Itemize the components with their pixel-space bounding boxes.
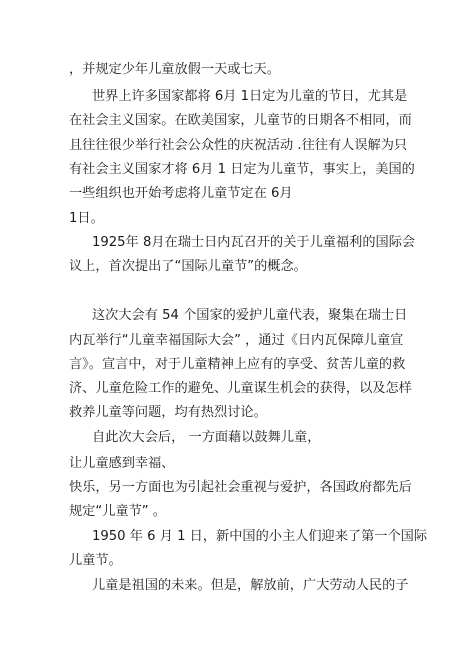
text-line: 济、儿童危险工作的避免、儿童谋生机会的获得，以及怎样	[69, 381, 412, 396]
text-line: 内瓦举行“儿童幸福国际大会” ，通过《日内瓦保障儿童宣	[69, 333, 404, 348]
text-line: 一些组织也开始考虑将儿童节定在 6月	[69, 186, 293, 201]
text-line: 1日。	[69, 211, 104, 226]
text-line: 儿童是祖国的未来。但是，解放前，广大劳动人民的子	[92, 578, 409, 593]
text-line: 1925年 8月在瑞士日内瓦召开的关于儿童福利的国际会	[92, 235, 416, 250]
text-line: 让儿童感到幸福、	[69, 456, 175, 471]
text-line: ，并规定少年儿童放假一天或七天。	[69, 62, 280, 77]
text-line: 快乐，另一方面也为引起社会重视与爱护，各国政府都先后	[69, 480, 412, 495]
text-line: 在社会主义国家。在欧美国家，儿童节的日期各不相同，而	[69, 113, 412, 128]
text-line: 儿童节。	[69, 553, 122, 568]
text-line: 有社会主义国家才将 6月 1 日定为儿童节，事实上，美国的	[69, 162, 415, 177]
text-line: 自此次大会后， 一方面藉以鼓舞儿童，	[92, 430, 321, 445]
text-line: 议上，首次提出了“国际儿童节”的概念。	[69, 259, 307, 274]
text-line: 言》。宣言中，对于儿童精神上应有的享受、贫苦儿童的救	[69, 357, 406, 372]
text-line: 规定“儿童节” 。	[69, 504, 166, 519]
text-line: 且往往很少举行社会公众性的庆祝活动 .往往有人误解为只	[69, 138, 408, 153]
text-line: 1950 年 6 月 1 日，新中国的小主人们迎来了第一个国际	[92, 529, 428, 544]
text-line: 世界上许多国家都将 6月 1日定为儿童的节日，尤其是	[92, 89, 408, 104]
text-line: 这次大会有 54 个国家的爱护儿童代表，聚集在瑞士日	[92, 308, 408, 323]
text-line: 救养儿童等问题，均有热烈讨论。	[69, 405, 267, 420]
